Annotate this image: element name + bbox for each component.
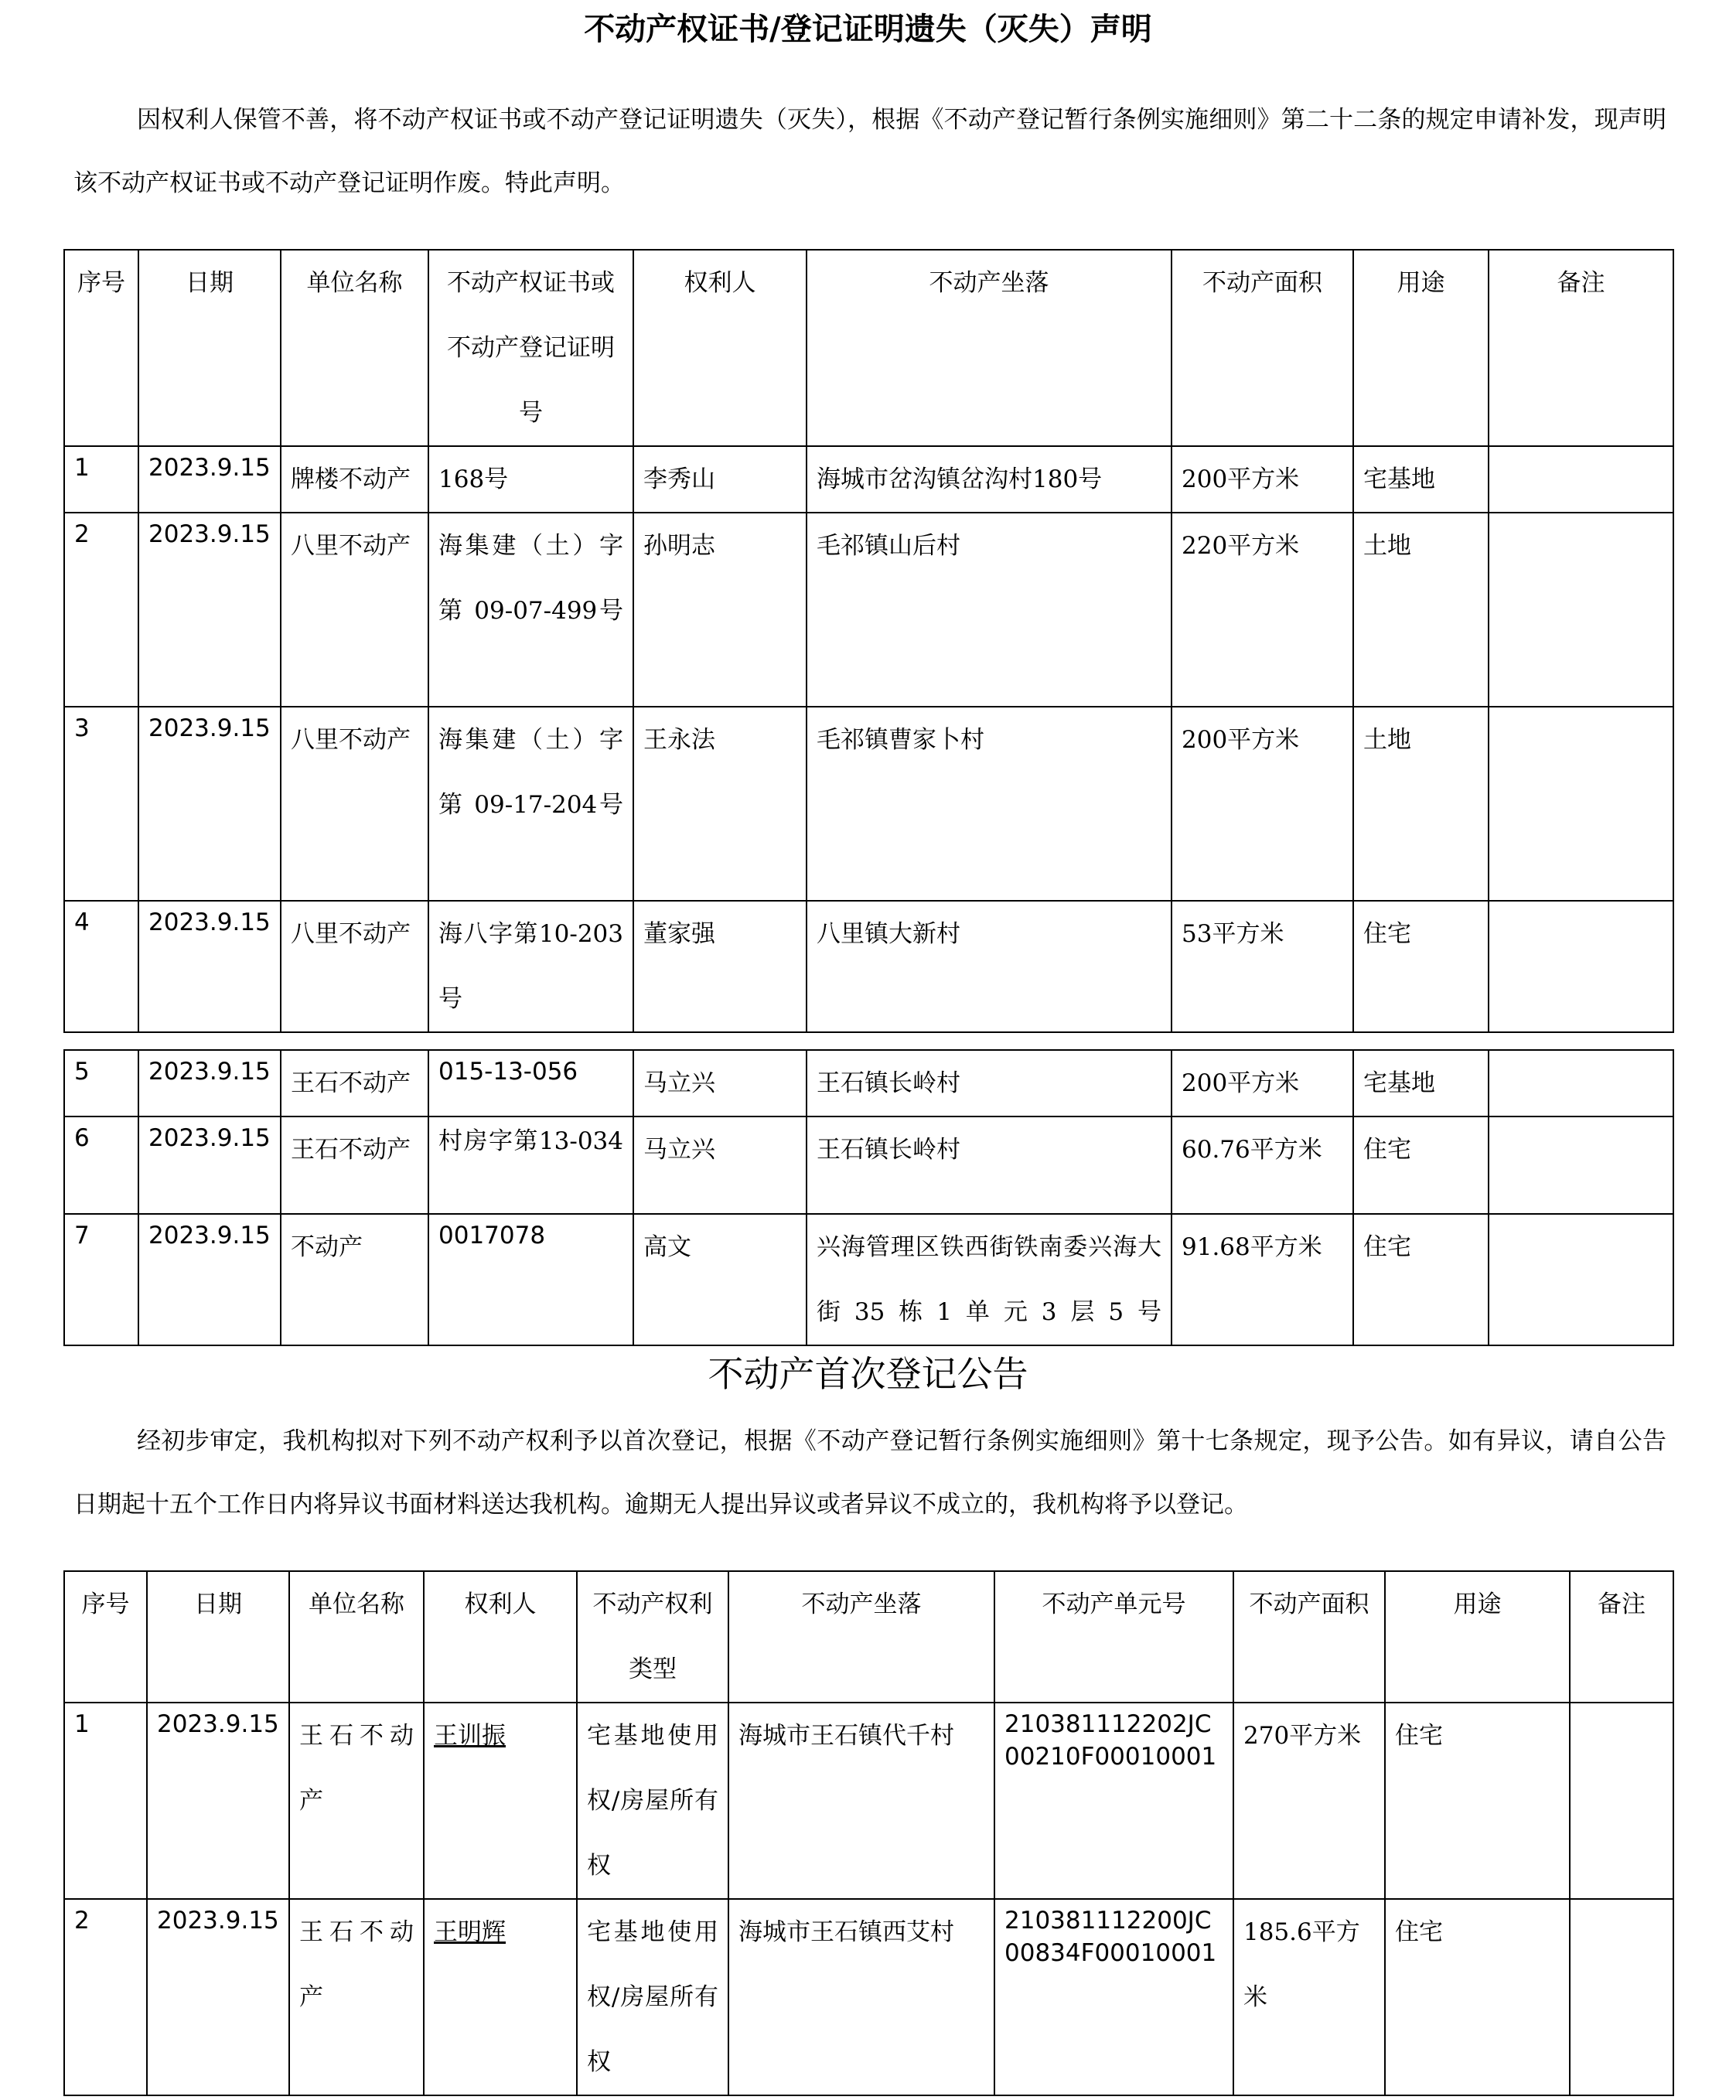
table-row [64,707,1673,901]
lost-certificate-table [63,249,1674,1033]
row-area: 91.68平方米 [1172,1214,1353,1345]
header-cell: 日期 [138,250,281,446]
row-use: 住宅 [1385,1703,1570,1899]
first-registration-paragraph: 经初步审定，我机构拟对下列不动产权利予以首次登记，根据《不动产登记暂行条例实施细则》第十七条规定，现予公告。如有异议，请自公告日期起十五个工作日内将异议书面材料送达我机构。逾期无人提出异议或者异议不成立的，我机构将予以登记。 [73,1427,1666,1519]
row-location: 海城市王石镇西艾村 [728,1899,994,2095]
row-number: 3 [64,707,138,901]
row-unit: 王石不动产 [281,1050,428,1116]
row-number: 2 [64,513,138,707]
row-owner: 李秀山 [633,446,807,513]
row-cert: 015-13-056 [428,1050,633,1116]
row-note [1489,707,1673,901]
row-use: 住宅 [1353,901,1489,1032]
row-area: 53平方米 [1172,901,1353,1032]
row-number: 7 [64,1214,138,1345]
row-note [1489,1050,1673,1116]
row-area: 60.76平方米 [1172,1116,1353,1214]
row-date: 2023.9.15 [138,1214,281,1345]
header-cell: 不动产面积 [1172,250,1353,446]
row-note [1489,901,1673,1032]
row-use: 宅基地 [1353,1050,1489,1116]
row-number: 5 [64,1050,138,1116]
row-right-type: 宅基地使用权/房屋所有权 [577,1703,728,1899]
row-date: 2023.9.15 [138,707,281,901]
row-owner: 马立兴 [633,1050,807,1116]
row-number: 4 [64,901,138,1032]
row-unit: 牌楼不动产 [281,446,428,513]
header-cell: 不动产单元号 [994,1571,1233,1703]
lost-certificate-table-continued [63,1049,1674,1346]
header-cell: 用途 [1353,250,1489,446]
row-cert: 0017078 [428,1214,633,1345]
row-cert: 海八字第10-203号 [428,901,633,1032]
row-use: 住宅 [1385,1899,1570,2095]
row-location: 海城市王石镇代千村 [728,1703,994,1899]
row-location: 王石镇长岭村 [807,1116,1172,1214]
row-date: 2023.9.15 [147,1703,289,1899]
row-date: 2023.9.15 [138,446,281,513]
header-cell: 不动产面积 [1233,1571,1385,1703]
row-location: 海城市岔沟镇岔沟村180号 [807,446,1172,513]
row-date: 2023.9.15 [138,901,281,1032]
row-location: 兴海管理区铁西街铁南委兴海大街35栋1单元3层5号 [807,1214,1172,1345]
row-use: 宅基地 [1353,446,1489,513]
table-row [64,1050,1673,1116]
row-owner: 董家强 [633,901,807,1032]
row-number: 2 [64,1899,147,2095]
row-number: 6 [64,1116,138,1214]
row-date: 2023.9.15 [138,513,281,707]
header-cell: 权利人 [633,250,807,446]
row-cert: 海集建（土）字第 09-17-204号 [428,707,633,901]
row-use: 土地 [1353,707,1489,901]
header-cell: 不动产坐落 [728,1571,994,1703]
row-note [1570,1899,1673,2095]
row-note [1489,446,1673,513]
header-cell: 单位名称 [281,250,428,446]
row-location: 八里镇大新村 [807,901,1172,1032]
row-area: 200平方米 [1172,707,1353,901]
row-unit: 王石不动产 [289,1703,424,1899]
row-use: 土地 [1353,513,1489,707]
row-note [1489,513,1673,707]
row-number: 1 [64,1703,147,1899]
row-unit: 王石不动产 [289,1899,424,2095]
row-owner [424,1703,577,1899]
row-unit: 八里不动产 [281,513,428,707]
row-unit: 八里不动产 [281,707,428,901]
first-registration-table [63,1570,1674,2096]
row-cert: 村房字第13-034 [428,1116,633,1214]
header-cell: 序号 [64,250,138,446]
row-area: 200平方米 [1172,446,1353,513]
header-cell: 备注 [1489,250,1673,446]
header-cell: 单位名称 [289,1571,424,1703]
row-unit-number: 210381112200JC00834F00010001 [994,1899,1233,2095]
row-note [1570,1703,1673,1899]
row-note [1489,1214,1673,1345]
row-unit-number: 210381112202JC00210F00010001 [994,1703,1233,1899]
row-unit: 八里不动产 [281,901,428,1032]
row-location: 毛祁镇山后村 [807,513,1172,707]
table-row [64,1899,1673,2095]
header-cell: 日期 [147,1571,289,1703]
header-cell: 用途 [1385,1571,1570,1703]
lost-certificate-title: 不动产权证书/登记证明遗失（灭失）声明 [584,11,1152,47]
row-area: 185.6平方米 [1233,1899,1385,2095]
row-unit: 不动产 [281,1214,428,1345]
row-use: 住宅 [1353,1214,1489,1345]
table-row [64,446,1673,513]
row-unit: 王石不动产 [281,1116,428,1214]
row-owner: 王永法 [633,707,807,901]
owner-link[interactable]: 王明辉 [434,1918,506,1946]
table-header-row [64,250,1673,446]
row-number: 1 [64,446,138,513]
row-cert: 海集建（土）字第 09-07-499号 [428,513,633,707]
row-area: 200平方米 [1172,1050,1353,1116]
row-date: 2023.9.15 [138,1116,281,1214]
row-owner [424,1899,577,2095]
header-cell: 权利人 [424,1571,577,1703]
row-note [1489,1116,1673,1214]
row-location: 毛祁镇曹家卜村 [807,707,1172,901]
row-area: 270平方米 [1233,1703,1385,1899]
header-cell: 不动产坐落 [807,250,1172,446]
row-owner: 孙明志 [633,513,807,707]
row-owner: 高文 [633,1214,807,1345]
row-location: 王石镇长岭村 [807,1050,1172,1116]
header-cell: 不动产权证书或不动产登记证明号 [428,250,633,446]
table-row [64,901,1673,1032]
table-row [64,513,1673,707]
row-owner: 马立兴 [633,1116,807,1214]
table-header-row [64,1571,1673,1703]
row-area: 220平方米 [1172,513,1353,707]
row-cert: 168号 [428,446,633,513]
header-cell: 序号 [64,1571,147,1703]
row-right-type: 宅基地使用权/房屋所有权 [577,1899,728,2095]
lost-certificate-paragraph: 因权利人保管不善，将不动产权证书或不动产登记证明遗失（灭失），根据《不动产登记暂行条例实施细则》第二十二条的规定申请补发，现声明该不动产权证书或不动产登记证明作废。特此声明。 [73,106,1666,197]
row-date: 2023.9.15 [147,1899,289,2095]
header-cell: 不动产权利类型 [577,1571,728,1703]
table-row [64,1116,1673,1214]
first-registration-title: 不动产首次登记公告 [708,1353,1028,1395]
owner-link[interactable]: 王训振 [434,1722,506,1750]
table-row [64,1214,1673,1345]
row-use: 住宅 [1353,1116,1489,1214]
table-row [64,1703,1673,1899]
header-cell: 备注 [1570,1571,1673,1703]
row-date: 2023.9.15 [138,1050,281,1116]
